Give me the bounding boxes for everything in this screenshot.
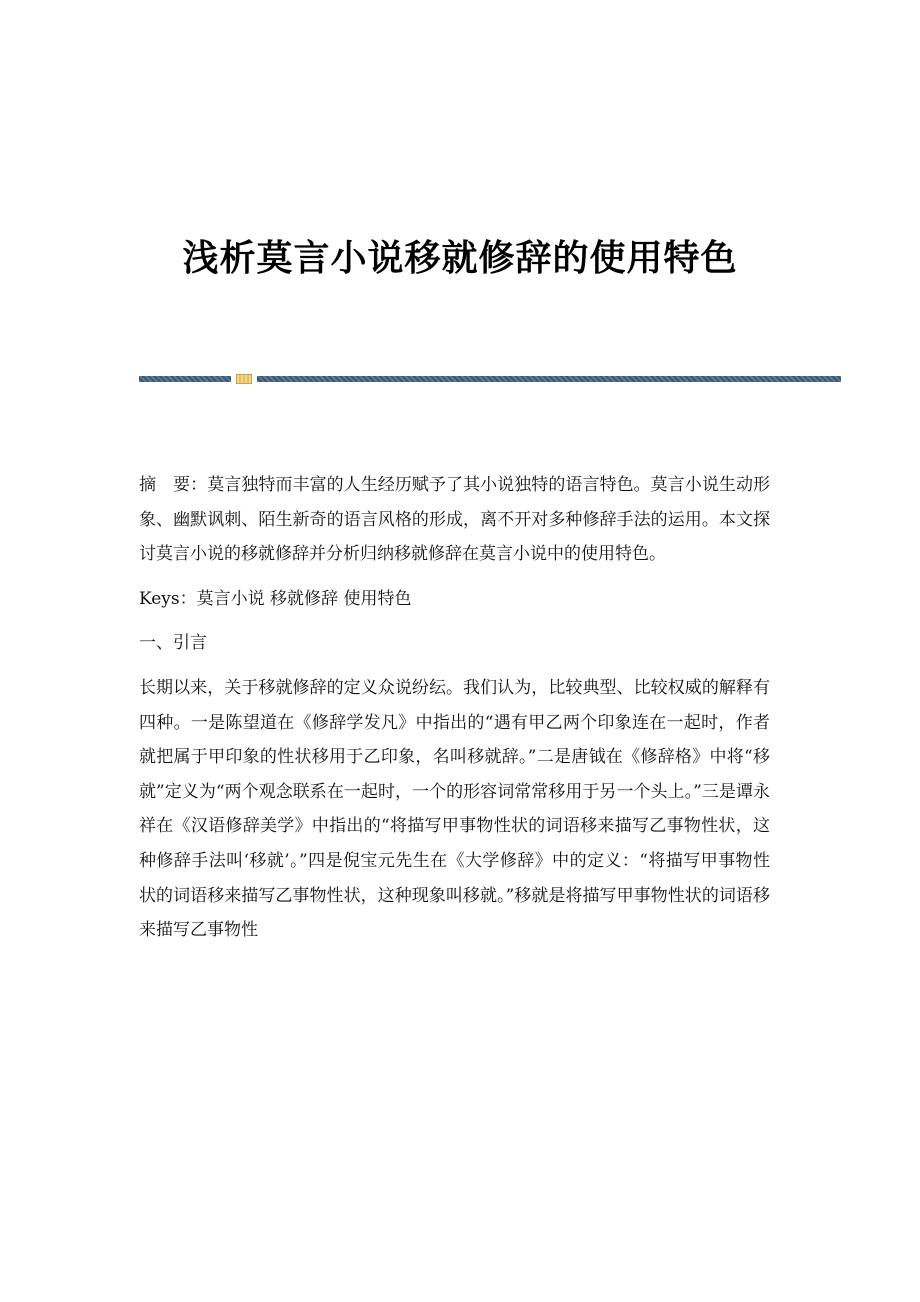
divider-bar-right <box>257 376 841 382</box>
title-divider <box>139 374 841 384</box>
abstract-text: 莫言独特而丰富的人生经历赋予了其小说独特的语言特色。莫言小说生动形象、幽默讽刺、陌生新奇的语言风格的形成，离不开对多种修辞手法的运用。本文探讨莫言小说的移就修辞并分析归纳移就修辞在莫言小说中的使用特色。 <box>139 475 771 565</box>
abstract-label: 摘 要： <box>139 475 208 495</box>
document-body <box>139 468 770 948</box>
keywords-label: Keys： <box>139 588 197 609</box>
page-title: 浅析莫言小说移就修辞的使用特色 <box>182 237 738 280</box>
divider-emblem-icon <box>236 374 252 384</box>
body-paragraph: 长期以来，关于移就修辞的定义众说纷纭。我们认为，比较典型、比较权威的解释有四种。一是陈望道在《修辞学发凡》中指出的“遇有甲乙两个印象连在一起时，作者就把属于甲印象的性状移用于乙印象，名叫移就辞。”二是唐钺在《修辞格》中将“移就”定义为“两个观念联系在一起时，一个的形容词常常移用于另一个头上。”三是谭永祥在《汉语修辞美学》中指出的“将描写甲事物性状的词语移来描写乙事物性状，这种修辞手法叫‘移就’。”四是倪宝元先生在《大学修辞》中的定义：“将描写甲事物性状的词语移来描写乙事物性状，这种现象叫移就。”移就是将描写甲事物性状的词语移来描写乙事物性 <box>139 677 770 941</box>
keywords <box>139 582 770 617</box>
abstract <box>139 468 770 572</box>
keywords-text: 莫言小说 移就修辞 使用特色 <box>196 588 412 609</box>
divider-bar-left <box>139 376 231 382</box>
section-heading: 一、引言 <box>139 633 207 654</box>
